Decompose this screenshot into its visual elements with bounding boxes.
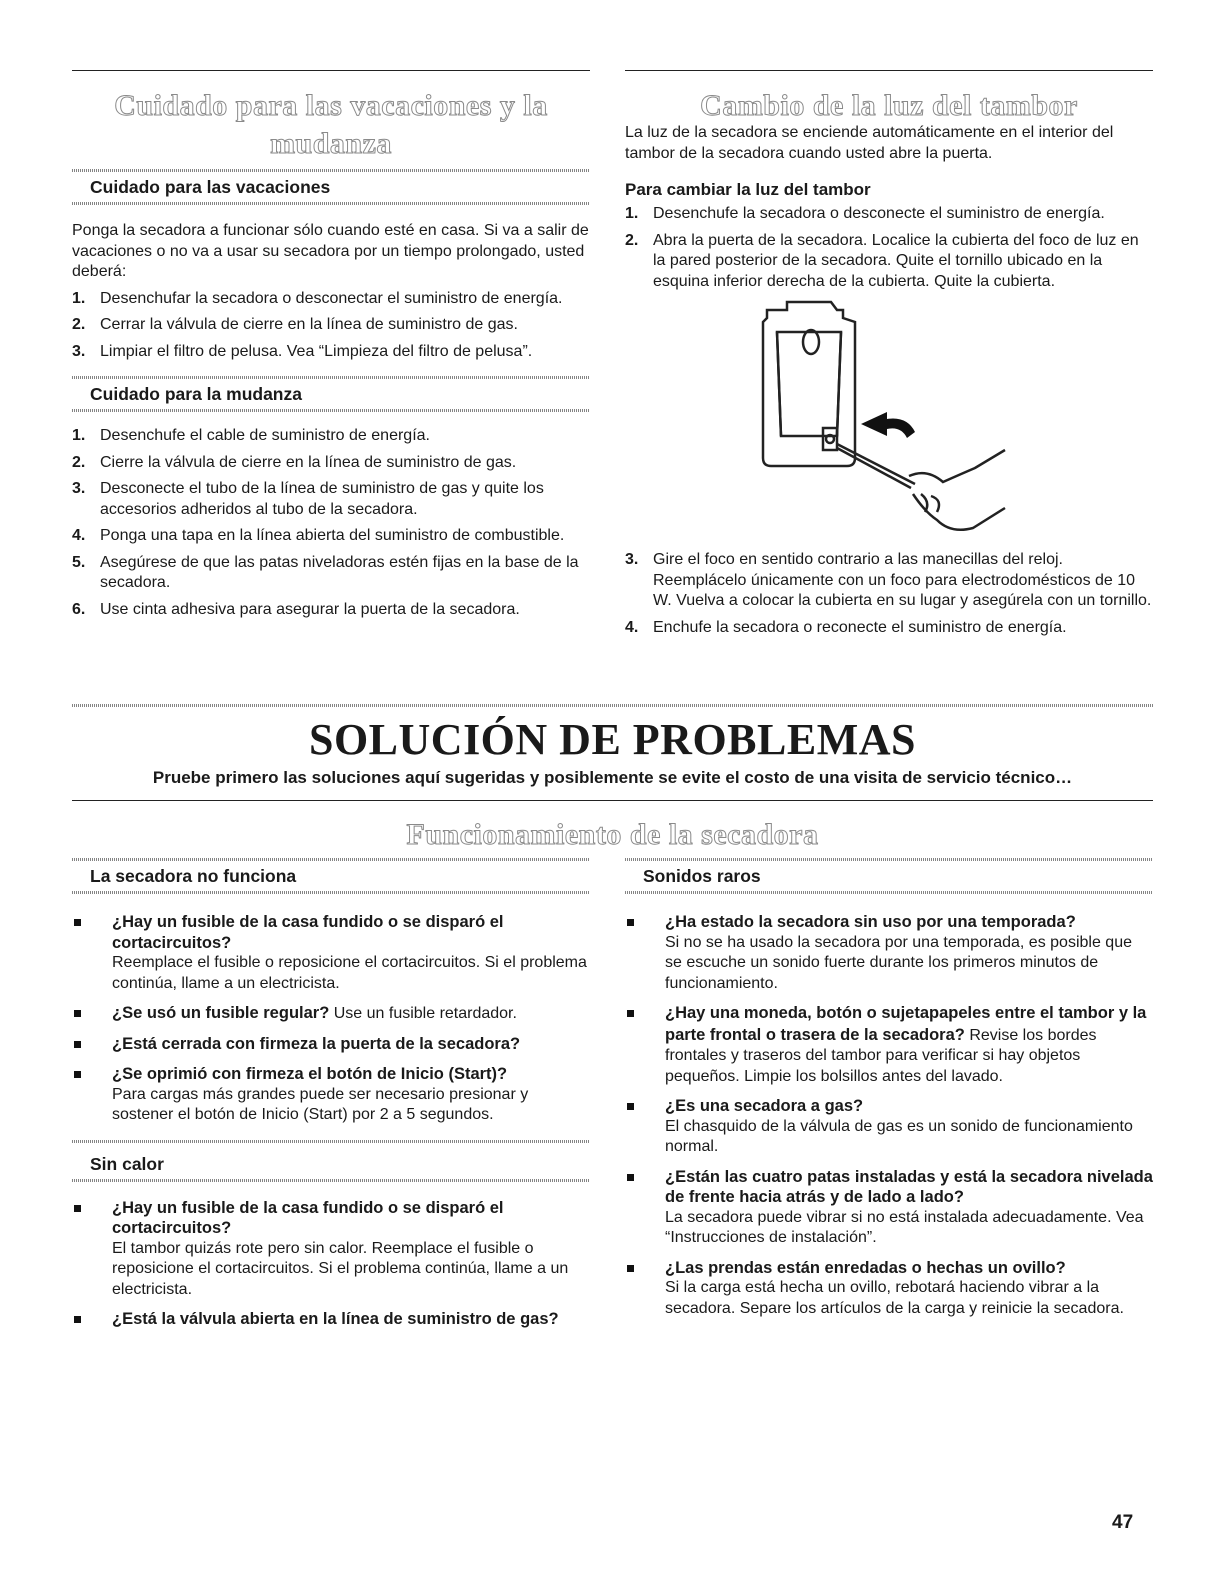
dither-divider <box>72 858 590 861</box>
light-cover-illustration <box>625 298 1153 538</box>
list-item <box>625 1096 1153 1158</box>
list-item <box>72 526 590 547</box>
step-text: Enchufe la secadora o reconecte el suministro de energía. <box>653 618 1067 636</box>
answer: El tambor quizás rote pero sin calor. Reemplace el fusible o reposicione el cortacircuitos. Si el problema continúa, llame a un electricista. <box>112 1239 569 1298</box>
vacation-care-heading: Cuidado para las vacaciones <box>90 177 331 197</box>
troubleshooting-intro: Pruebe primero las soluciones aquí sugeridas y posiblemente se evite el costo de una visita de servicio técnico… <box>152 768 1073 787</box>
step-number: 2. <box>72 316 86 333</box>
step-number: 2. <box>625 231 639 249</box>
bullet-icon <box>627 1265 634 1272</box>
dither-divider <box>72 1179 590 1182</box>
dither-divider <box>72 169 590 172</box>
dither-divider <box>72 891 590 894</box>
drum-light-intro: La luz de la secadora se enciende automáticamente en el interior del tambor de la secadora cuando usted abre la puerta. <box>625 124 1114 162</box>
question: ¿Está cerrada con firmeza la puerta de la secadora? <box>112 1034 521 1053</box>
question: ¿Hay una moneda, botón o sujetapapeles entre el tambor y la parte frontal o trasera de la secadora? <box>665 1004 1147 1044</box>
no-heat-heading: Sin calor <box>90 1153 164 1174</box>
step-text: Desenchufar la secadora o desconectar el suministro de energía. <box>100 289 563 307</box>
answer: Revise los bordes frontales y traseros del tambor para verificar si hay objetos pequeños. Limpie los bolsillos antes del lavado. <box>665 1026 1097 1085</box>
page-title: SOLUCIÓN DE PROBLEMAS <box>308 715 917 764</box>
step-text: Gire el foco en sentido contrario a las manecillas del reloj. Reemplácelo únicamente con un foco para electrodomésticos de 10 W. Vuelva a colocar la cubierta en su lugar y asegúrela con un tornillo. <box>653 551 1152 609</box>
list-item <box>72 1064 590 1126</box>
not-running-heading: La secadora no funciona <box>90 866 297 886</box>
question: ¿Hay un fusible de la casa fundido o se disparó el cortacircuitos? <box>112 1198 504 1237</box>
list-item <box>625 912 1153 994</box>
drum-light-steps <box>625 204 1153 292</box>
troubleshooting-left-column <box>72 858 590 1340</box>
step-number: 1. <box>72 289 86 307</box>
drum-light-title: Cambio de la luz del tambor <box>700 89 1078 122</box>
question: ¿Las prendas están enredadas o hechas un ovillo? <box>665 1258 1066 1277</box>
dither-divider <box>625 858 1153 861</box>
top-rule <box>625 70 1153 71</box>
bullet-icon <box>74 1041 81 1048</box>
list-item <box>625 204 1153 225</box>
list-item <box>625 231 1153 293</box>
dither-divider <box>72 409 590 412</box>
dither-divider <box>625 891 1153 894</box>
dither-divider <box>72 202 590 205</box>
bullet-icon <box>627 1010 634 1017</box>
answer: Si la carga está hecha un ovillo, rebotará haciendo vibrar a la secadora. Separe los artículos de la carga y reinicie la secadora. <box>665 1279 1124 1317</box>
bullet-icon <box>627 1174 634 1181</box>
list-item <box>72 1003 590 1025</box>
not-running-list <box>72 912 590 1126</box>
list-item <box>625 1258 1153 1320</box>
question: ¿Están las cuatro patas instaladas y está la secadora nivelada de frente hacia atrás y de lado a lado? <box>665 1167 1153 1206</box>
step-number: 3. <box>72 342 86 360</box>
list-item <box>625 618 1153 639</box>
step-number: 4. <box>625 618 639 636</box>
bullet-icon <box>74 1316 81 1323</box>
list-item <box>72 289 590 310</box>
question: ¿Se oprimió con firmeza el botón de Inicio (Start)? <box>112 1065 508 1083</box>
list-item <box>72 315 590 336</box>
noises-list <box>625 912 1153 1319</box>
answer: Use un fusible retardador. <box>329 1005 517 1022</box>
answer: Para cargas más grandes puede ser necesario presionar y sostener el botón de Inicio (Start) por 2 a 5 segundos. <box>112 1085 529 1123</box>
list-item <box>72 479 590 520</box>
step-number: 1. <box>72 427 86 444</box>
step-text: Cerrar la válvula de cierre en la línea de suministro de gas. <box>100 316 518 333</box>
list-item <box>72 426 590 447</box>
step-text: Desenchufe el cable de suministro de energía. <box>100 427 430 444</box>
step-number: 1. <box>625 205 639 222</box>
step-text: Use cinta adhesiva para asegurar la puerta de la secadora. <box>100 600 520 618</box>
bullet-icon <box>74 1010 81 1017</box>
step-number: 3. <box>625 551 639 568</box>
bullet-icon <box>74 1205 81 1212</box>
vacation-section-title: Cuidado para las vacaciones y la mudanza <box>114 89 548 160</box>
step-text: Limpiar el filtro de pelusa. Vea “Limpieza del filtro de pelusa”. <box>100 342 533 360</box>
drum-light-section <box>625 70 1153 644</box>
list-item <box>72 1198 590 1301</box>
moving-steps <box>72 426 590 620</box>
drum-light-steps-continued <box>625 550 1153 638</box>
dither-divider <box>72 704 1153 707</box>
list-item <box>72 553 590 594</box>
moving-care-heading: Cuidado para la mudanza <box>90 384 302 404</box>
troubleshooting-section-title: Funcionamiento de la secadora <box>406 818 819 851</box>
step-text: Ponga una tapa en la línea abierta del suministro de combustible. <box>100 527 565 544</box>
step-number: 5. <box>72 553 86 571</box>
step-number: 4. <box>72 527 86 544</box>
noises-heading: Sonidos raros <box>643 866 761 886</box>
list-item <box>72 1034 590 1056</box>
list-item <box>625 1003 1153 1087</box>
dither-divider <box>72 1140 590 1143</box>
answer: El chasquido de la válvula de gas es un sonido de funcionamiento normal. <box>665 1117 1133 1155</box>
step-text: Cierre la válvula de cierre en la línea de suministro de gas. <box>100 453 517 471</box>
list-item <box>72 912 590 994</box>
list-item <box>72 1309 590 1331</box>
dither-divider <box>72 376 590 379</box>
answer: Reemplace el fusible o reposicione el cortacircuitos. Si el problema continúa, llame a un electricista. <box>112 954 587 992</box>
vacation-care-intro: Ponga la secadora a funcionar sólo cuando esté en casa. Si va a salir de vacaciones o no va a usar su secadora por un tiempo prolongado, usted deberá: <box>72 222 589 280</box>
vacation-moving-section <box>72 70 590 626</box>
step-text: Asegúrese de que las patas niveladoras estén fijas en la base de la secadora. <box>100 553 579 591</box>
bullet-icon <box>74 1071 81 1078</box>
question: ¿Está la válvula abierta en la línea de suministro de gas? <box>112 1310 559 1328</box>
list-item <box>72 342 590 363</box>
bullet-icon <box>74 919 81 926</box>
step-number: 3. <box>72 480 86 497</box>
list-item <box>72 600 590 621</box>
bullet-icon <box>627 919 634 926</box>
answer: Si no se ha usado la secadora por una temporada, es posible que se escuche un sonido fuerte durante los primeros minutos de funcionamiento. <box>665 933 1132 992</box>
step-number: 6. <box>72 600 86 618</box>
step-text: Abra la puerta de la secadora. Localice la cubierta del foco de luz en la pared posterior de la secadora. Quite el tornillo ubicado en la esquina inferior derecha de la cubierta. Quite la cubierta. <box>653 231 1139 290</box>
top-rule <box>72 70 590 71</box>
step-text: Desconecte el tubo de la línea de suministro de gas y quite los accesorios adheridos al tubo de la secadora. <box>100 480 544 518</box>
bullet-icon <box>627 1103 634 1110</box>
rule <box>72 800 1153 801</box>
no-heat-list <box>72 1198 590 1331</box>
answer: La secadora puede vibrar si no está instalada adecuadamente. Vea “Instrucciones de instalación”. <box>665 1208 1144 1246</box>
question: ¿Se usó un fusible regular? <box>112 1004 330 1022</box>
drum-light-subheading: Para cambiar la luz del tambor <box>625 180 871 199</box>
list-item <box>625 1167 1153 1249</box>
vacation-steps <box>72 289 590 363</box>
question: ¿Ha estado la secadora sin uso por una temporada? <box>665 913 1076 931</box>
question: ¿Es una secadora a gas? <box>665 1097 864 1115</box>
step-text: Desenchufe la secadora o desconecte el suministro de energía. <box>653 205 1105 222</box>
page-number: 47 <box>1112 1512 1134 1533</box>
troubleshooting-right-column <box>625 858 1153 1328</box>
list-item <box>625 550 1153 612</box>
step-number: 2. <box>72 453 86 471</box>
question: ¿Hay un fusible de la casa fundido o se disparó el cortacircuitos? <box>112 913 504 952</box>
list-item <box>72 453 590 474</box>
